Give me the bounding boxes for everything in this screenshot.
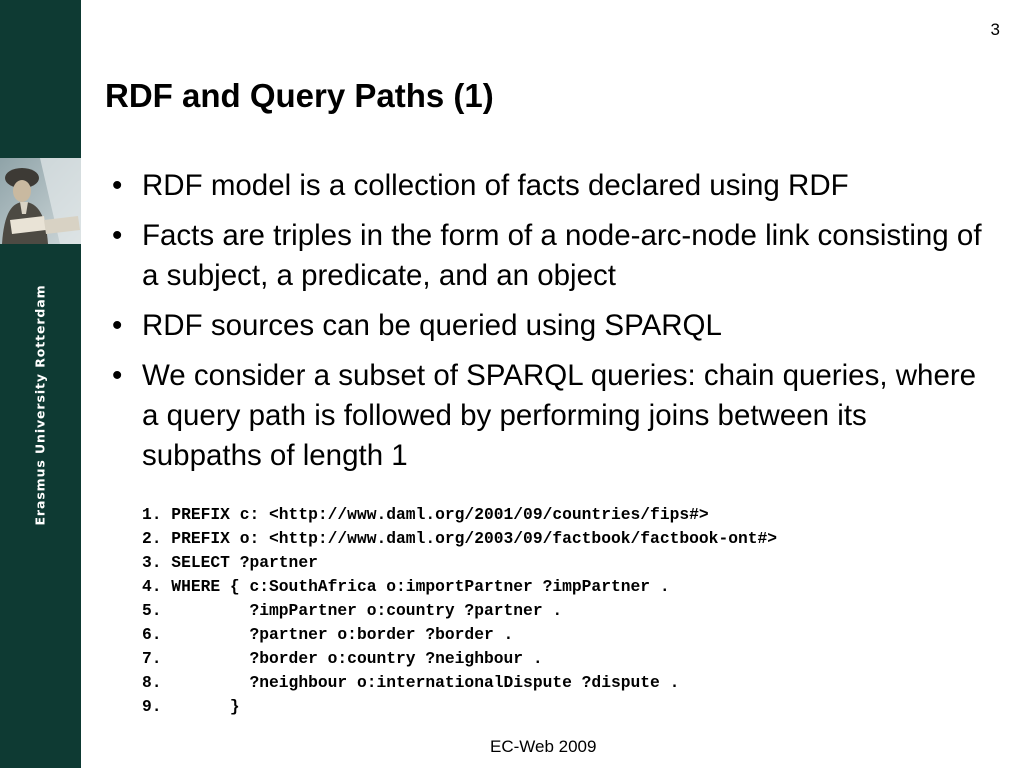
- code-line: 4. WHERE { c:SouthAfrica o:importPartner ?impPartner .: [142, 577, 670, 596]
- page-number: 3: [990, 20, 1000, 39]
- slide-title: RDF and Query Paths (1): [105, 77, 494, 114]
- bullet-marker: •: [112, 309, 123, 342]
- bullet-marker: •: [112, 219, 123, 252]
- university-logo-text: Erasmus University Rotterdam: [32, 284, 48, 526]
- slide-footer: EC-Web 2009: [490, 737, 597, 756]
- bullet-item: [105, 216, 985, 296]
- sparql-code-block: [142, 503, 777, 719]
- bullet-marker: •: [112, 359, 123, 392]
- bullet-text: Facts are triples in the form of a node-arc-node link consisting of a subject, a predicate, and an object: [142, 219, 982, 292]
- bullet-text: We consider a subset of SPARQL queries: chain queries, where a query path is followed by performing joins between its subpaths of length 1: [142, 359, 977, 472]
- bullet-text: RDF sources can be queried using SPARQL: [142, 309, 722, 342]
- bullet-marker: •: [112, 169, 123, 202]
- erasmus-portrait-image: [0, 158, 81, 244]
- code-line: 2. PREFIX o: <http://www.daml.org/2003/09/factbook/factbook-ont#>: [142, 529, 778, 548]
- code-line: 1. PREFIX c: <http://www.daml.org/2001/09/countries/fips#>: [142, 505, 709, 524]
- bullet-text: RDF model is a collection of facts declared using RDF: [142, 169, 849, 202]
- code-line: 9. }: [142, 697, 240, 716]
- bullet-item: [105, 306, 985, 346]
- bullet-item: [105, 356, 985, 476]
- code-line: 5. ?impPartner o:country ?partner .: [142, 601, 563, 620]
- code-line: 8. ?neighbour o:internationalDispute ?dispute .: [142, 673, 680, 692]
- bullet-item: [105, 166, 985, 206]
- code-line: 6. ?partner o:border ?border .: [142, 625, 514, 644]
- bullet-list: [105, 166, 985, 486]
- code-line: 3. SELECT ?partner: [142, 553, 318, 572]
- code-line: 7. ?border o:country ?neighbour .: [142, 649, 543, 668]
- university-sidebar: [0, 0, 81, 768]
